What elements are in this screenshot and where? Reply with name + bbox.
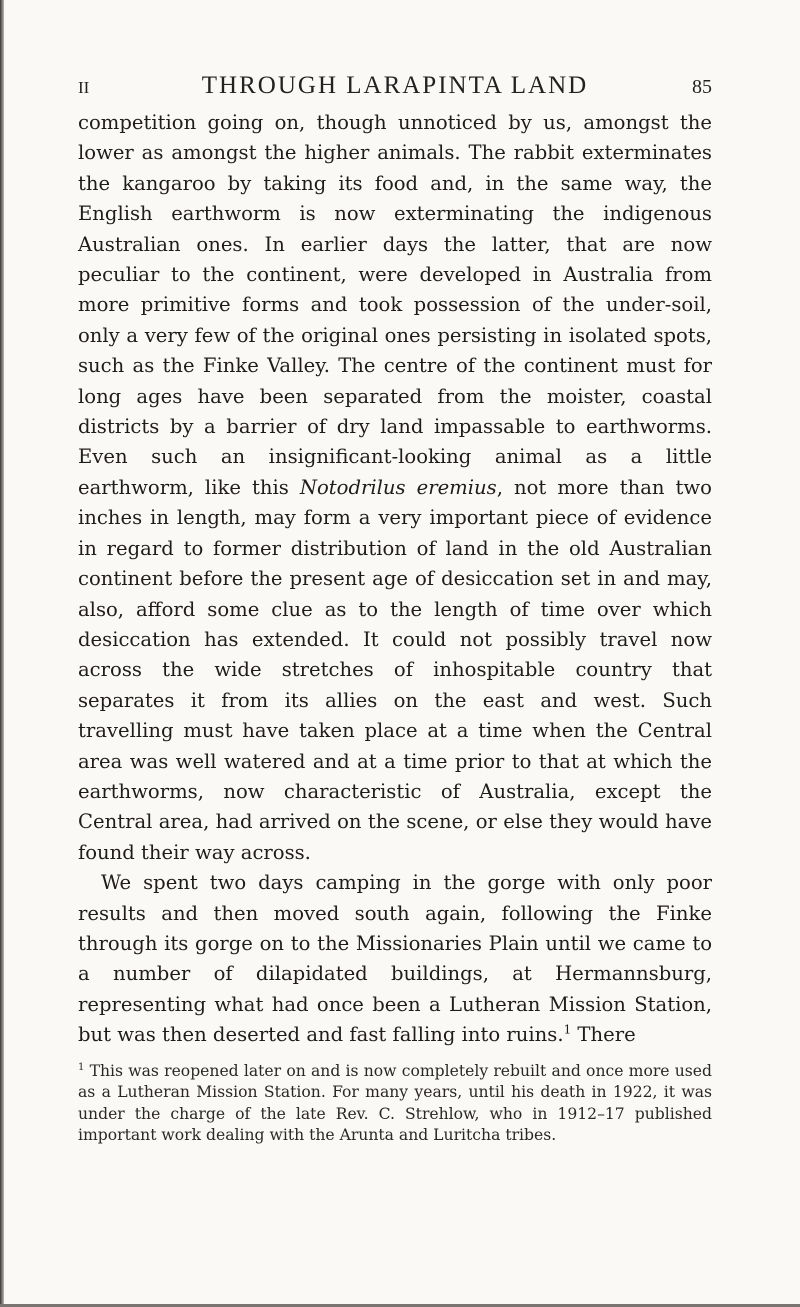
paragraph-1-text-b: , not more than two inches in length, may form a very important piece of evidence in regard to former distribution of land in the old Australian continent before the present age of desiccation set in and may, also, afford some clue as to the length of time over which desiccation has extended. It could not possibly travel now across the wide stretches of inhospitable country that separates it from its allies on the east and west. Such travelling must have taken place at a time when the Central area was well watered and at a time prior to that at which the earthworms, now characteristic of Australia, except the Central area, had arrived on the scene, or else they would have found their way across. <box>78 475 712 864</box>
book-page <box>78 72 712 1147</box>
paragraph-1 <box>78 108 712 868</box>
footnote-marker: 1 <box>78 1061 85 1073</box>
running-title: THROUGH LARAPINTA LAND <box>201 72 589 99</box>
footnote-text: This was reopened later on and is now completely rebuilt and once more used as a Lutheran Mission Station. For many years, until his death in 1922, it was under the charge of the late Rev. C. Strehlow, who in 1912–17 published important work dealing with the Arunta and Luritcha tribes. <box>78 1061 713 1145</box>
footnote-reference: 1 <box>563 1022 572 1037</box>
footnote <box>78 1061 712 1147</box>
species-name: Notodrilus eremius <box>299 475 497 499</box>
chapter-number: II <box>78 78 90 97</box>
paragraph-2 <box>78 868 712 1050</box>
paragraph-2-tail: There <box>571 1023 636 1047</box>
paragraph-1-text-a: competition going on, though unnoticed by us, amongst the lower as amongst the higher animals. The rabbit exterminates the kangaroo by taking its food and, in the same way, the English earthworm is now exterminating the indigenous Australian ones. In earlier days the latter, that are now peculiar to the continent, were developed in Australia from more primitive forms and took possession of the under-soil, only a very few of the original ones persisting in isolated spots, such as the Finke Valley. The centre of the continent must for long ages have been separated from the moister, coastal districts by a barrier of dry land impassable to earthworms. Even such an insignificant-looking animal as a little earthworm, like this <box>78 111 712 499</box>
running-head <box>78 72 712 100</box>
page-number: 85 <box>692 76 712 98</box>
paragraph-2-text: We spent two days camping in the gorge with only poor results and then moved south again, following the Finke through its gorge on to the Missionaries Plain until we came to a number of dilapidated buildings, at Hermannsburg, representing what had once been a Lutheran Mission Station, but was then deserted and fast falling into ruins. <box>78 871 712 1047</box>
body-text <box>78 108 712 1051</box>
page-left-edge <box>0 0 4 1307</box>
